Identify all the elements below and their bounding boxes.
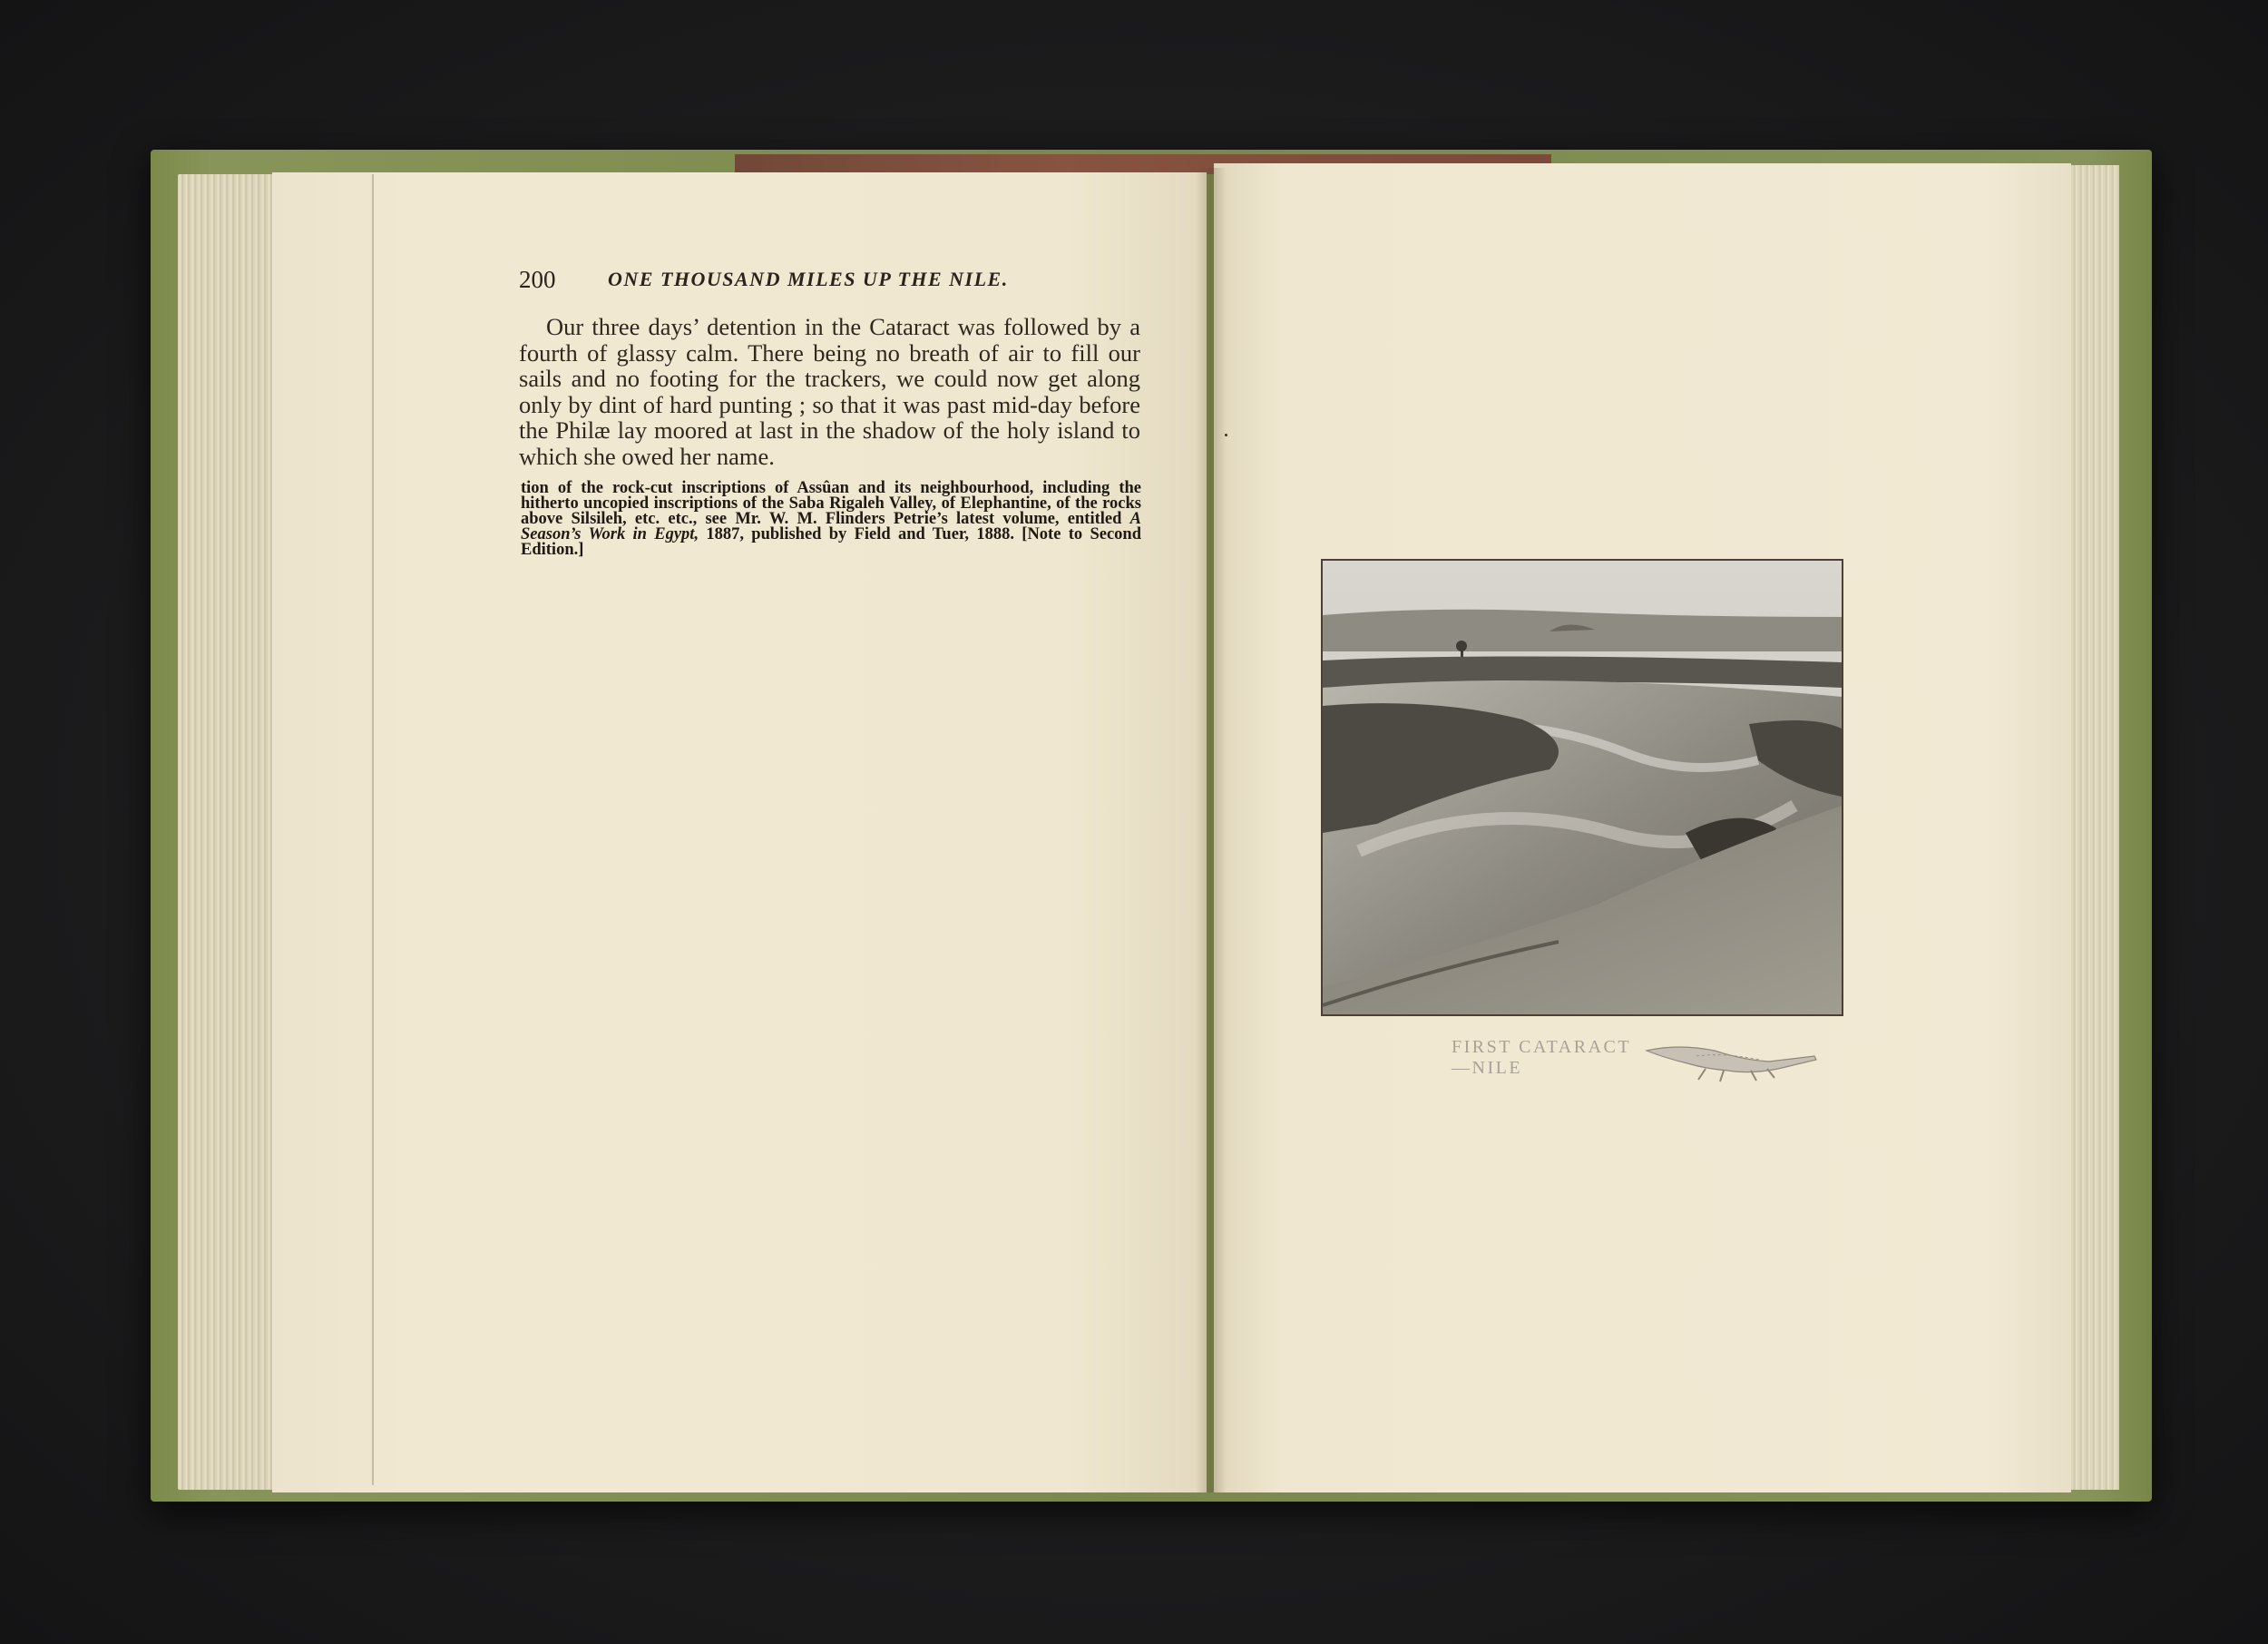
page-number: 200 [519,266,556,293]
book-gutter [1196,168,1227,1492]
footnote-book-title: A Season’s Work in Egypt, [521,510,1141,543]
body-paragraph: Our three days’ detention in the Cataract was followed by a fourth of glassy calm. There being no breath of air to fill our sails and no footing for the trackers, we could now get along only by dint of hard punting ; so that it was past mid-day before the Philæ lay moored at last in the shadow of the holy island to which she owed her name. [519,313,1140,470]
left-page-block-edge [178,174,278,1490]
cataract-landscape-image [1323,561,1842,1014]
footnote-text-start: tion of the rock-cut inscriptions of Assûan and its neighbourhood, including the hitherto uncopied inscriptions of the Saba Rigaleh Valley, of Elephantine, of the rocks above Silsileh, etc. etc., see Mr. W. M. Flinders Petrie’s latest volume, entitled [521,479,1141,528]
footnote-text-end: 1887, published by Field and Tuer, 1888. [Note to Second Edition.] [521,525,1141,559]
crocodile-vignette-icon [1642,1023,1823,1087]
plate-caption: FIRST CATARACT—NILE [1452,1037,1632,1078]
palm-crown [1456,641,1467,651]
cataract-photo-plate [1321,559,1843,1016]
running-head [519,266,1145,297]
running-head-title: ONE THOUSAND MILES UP THE NILE. [608,268,1009,290]
footnote [521,481,1141,558]
body-text [519,314,1140,469]
page-edge-line [372,174,374,1485]
ink-speck [1225,434,1227,436]
